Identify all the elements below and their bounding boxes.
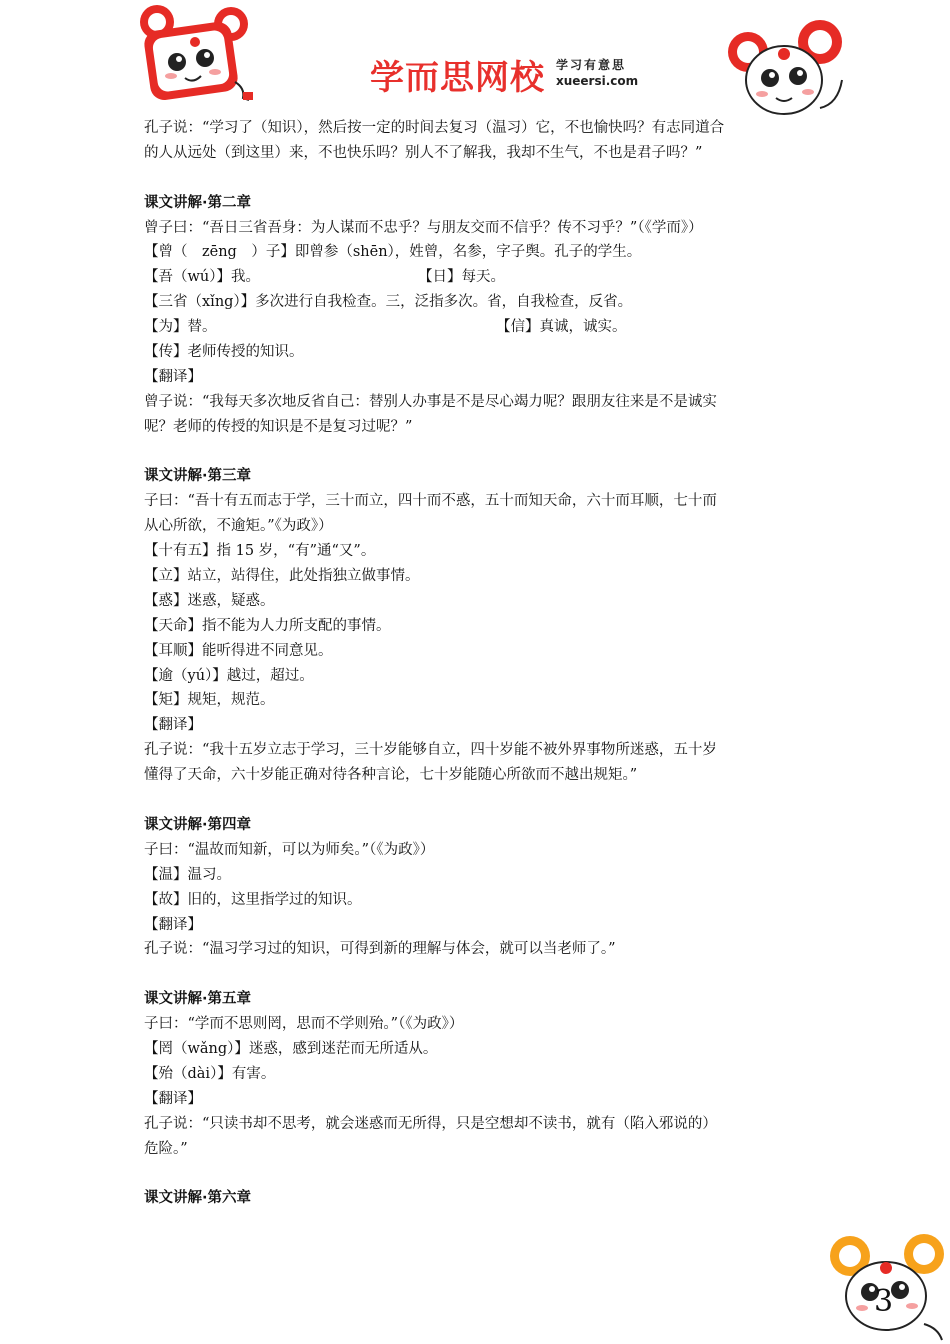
translation-label: 【翻译】 — [144, 717, 202, 734]
translation-line: 危险。” — [144, 1140, 188, 1157]
translation-line: 孔子说：“温习学习过的知识，可得到新的理解与体会，就可以当老师了。” — [144, 941, 616, 958]
page-number: 3 — [874, 1284, 894, 1319]
chapter-2-heading: 课文讲解·第二章 — [144, 194, 252, 211]
chapter-4-text: 子曰：“温故而知新，可以为师矣。”（《为政》） — [144, 841, 435, 858]
note-line: 【故】旧的，这里指学过的知识。 — [144, 891, 362, 908]
translation-line: 呢？老师的传授的知识是不是复习过呢？” — [144, 418, 413, 435]
chapter-6-heading: 课文讲解·第六章 — [144, 1190, 252, 1207]
note-line: 【三省（xǐng）】多次进行自我检查。三，泛指多次。省，自我检查，反省。 — [144, 294, 633, 311]
chapter-5-heading: 课文讲解·第五章 — [144, 991, 252, 1008]
note-line: 【温】温习。 — [144, 866, 231, 883]
intro-line-1: 孔子说：“学习了（知识），然后按一定的时间去复习（温习）它，不也愉快吗？有志同道合 — [144, 120, 725, 136]
document-body — [144, 116, 814, 1211]
brand-domain: xueersi.com — [556, 74, 639, 88]
note-line: 【天命】指不能为人力所支配的事情。 — [144, 617, 391, 634]
note-line: 【信】真诚，诚实。 — [496, 319, 627, 336]
chapter-3-text: 从心所欲，不逾矩。”《为政》） — [144, 518, 333, 535]
mascot-left-icon — [135, 2, 260, 112]
note-pair — [144, 265, 814, 290]
note-line: 【日】每天。 — [418, 269, 505, 286]
note-line: 【传】老师传授的知识。 — [144, 344, 304, 361]
note-line: 【立】站立，站得住，此处指独立做事情。 — [144, 568, 420, 585]
note-line: 【逾（yú）】越过，超过。 — [144, 667, 314, 684]
note-line: 【惑】迷惑，疑惑。 — [144, 592, 275, 609]
note-line: 【耳顺】能听得进不同意见。 — [144, 642, 333, 659]
brand-name: 学而思网校 — [370, 58, 545, 98]
translation-line: 懂得了天命，六十岁能正确对待各种言论，七十岁能随心所欲而不越出规矩。” — [144, 767, 638, 784]
note-line: 【罔（wǎng）】迷惑，感到迷茫而无所适从。 — [144, 1040, 438, 1057]
note-line: 【吾（wú）】我。 — [144, 269, 260, 286]
note-line: 【殆（dài）】有害。 — [144, 1065, 276, 1082]
chapter-4-heading: 课文讲解·第四章 — [144, 816, 252, 833]
note-line: 【十有五】指 15 岁，“有”通“又”。 — [144, 543, 376, 560]
chapter-2-text: 曾子曰：“吾日三省吾身：为人谋而不忠乎？与朋友交而不信乎？传不习乎？”（《学而》） — [144, 219, 703, 236]
translation-line: 孔子说：“只读书却不思考，就会迷惑而无所得，只是空想却不读书，就有（陷入邪说的） — [144, 1115, 717, 1132]
translation-label: 【翻译】 — [144, 368, 202, 385]
note-line: 【矩】规矩，规范。 — [144, 692, 275, 709]
translation-line: 曾子说：“我每天多次地反省自己：替别人办事是不是尽心竭力呢？跟朋友往来是不是诚实 — [144, 393, 717, 410]
note-line: 【曾（ zēng ）子】即曾参（shēn），姓曾，名参，字子舆。孔子的学生。 — [144, 244, 642, 261]
chapter-3-heading: 课文讲解·第三章 — [144, 468, 252, 485]
chapter-5-text: 子曰：“学而不思则罔，思而不学则殆。”（《为政》） — [144, 1016, 464, 1033]
translation-label: 【翻译】 — [144, 1090, 202, 1107]
note-line: 【为】替。 — [144, 319, 217, 336]
translation-line: 孔子说：“我十五岁立志于学习，三十岁能够自立，四十岁能不被外界事物所迷惑，五十岁 — [144, 742, 717, 759]
chapter-3-text: 子曰：“吾十有五而志于学，三十而立，四十而不惑，五十而知天命，六十而耳顺，七十而 — [144, 493, 717, 510]
note-pair — [144, 315, 814, 340]
intro-line-2: 的人从远处（到这里）来，不也快乐吗？别人不了解我，我却不生气，不也是君子吗？” — [144, 144, 703, 161]
translation-label: 【翻译】 — [144, 916, 202, 933]
mascot-right-icon — [718, 12, 853, 122]
brand-slogan: 学习有意思 — [556, 58, 627, 72]
